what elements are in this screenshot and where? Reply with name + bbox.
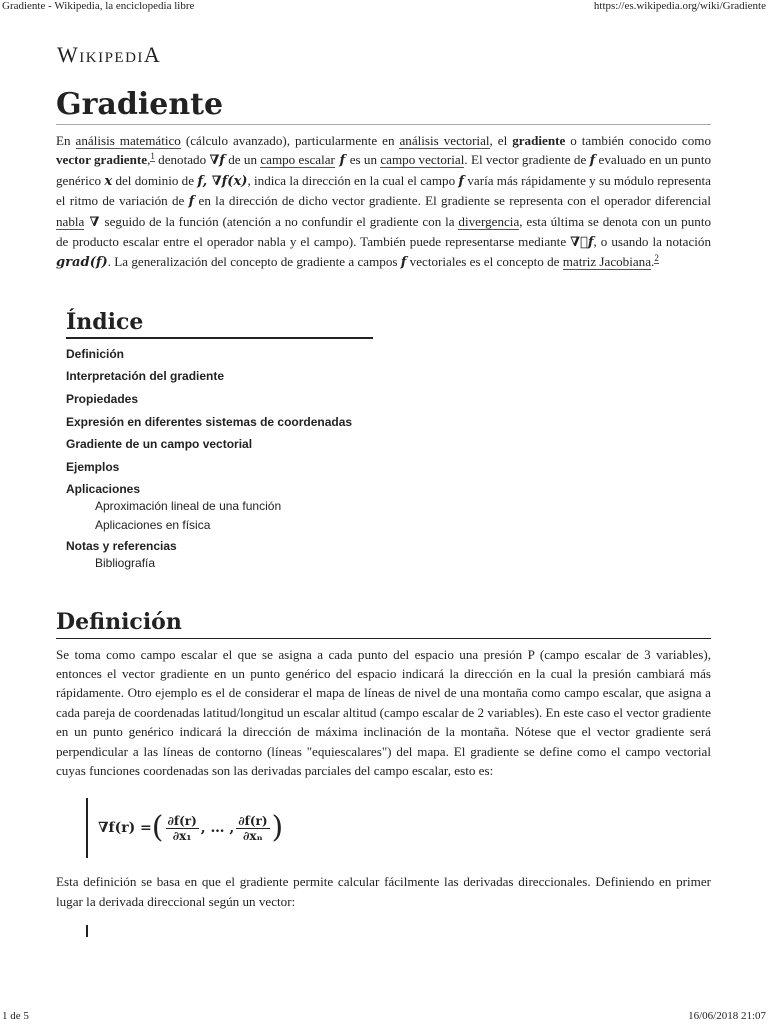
toc-item-aplicaciones[interactable]: Aplicaciones xyxy=(66,482,141,497)
print-page-title: Gradiente - Wikipedia, la enciclopedia libre xyxy=(2,0,195,12)
link-divergencia[interactable]: divergencia xyxy=(458,213,520,229)
link-analisis-matematico[interactable]: análisis matemático xyxy=(75,133,181,148)
formula-fraction-1 xyxy=(166,814,199,843)
toc-item-gradiente-campo-vectorial[interactable]: Gradiente de un campo vectorial xyxy=(66,437,253,452)
toc-item-notas-referencias[interactable]: Notas y referencias xyxy=(66,539,177,553)
definicion-paragraph-2: Esta definición se basa en que el gradiente permite calcular fácilmente las derivadas direccionales. Definiendo en primer lugar la derivada direccional según un vector: xyxy=(56,874,711,909)
formula-open-paren: ( xyxy=(151,810,164,846)
page-title: Gradiente xyxy=(56,88,711,125)
formula-fraction-2 xyxy=(236,814,269,843)
link-campo-escalar[interactable]: campo escalar xyxy=(260,152,335,168)
formula-num-1: ∂f(r) xyxy=(167,813,197,828)
intro-paragraph: En análisis matemático (cálculo avanzado), particularmente en análisis vectorial, el gradiente o también conocido como vector gradiente,$^1$ denotado ∇f de un campo escalar f es un campo vectorial. El vector gradiente de f evaluado en un punto genérico x del dominio de f, ∇f(x), indica la dirección en la cual el campo f varía más rápidamente y su módulo representa el ritmo de variación de f en la dirección de dicho vector gradiente. El gradiente se representa con el operador diferencial nabla ∇ seguido de la función (atención a no confundir el gradiente con la divergencia, esta última se denota con un punto de producto escalar entre el operador nabla y el campo). También puede representarse mediante ∇⃗f, o usando la notación grad(f). La generalización del concepto de gradiente a campos f vectoriales es el concepto de matriz Jacobiana.$^2$ xyxy=(56,133,712,271)
print-datetime: 16/06/2018 21:07 xyxy=(688,1010,766,1022)
formula-den-1: ∂x₁ xyxy=(172,828,192,843)
toc-item-interpretacion[interactable]: Interpretación del gradiente xyxy=(66,369,225,384)
formula-num-2: ∂f(r) xyxy=(238,813,268,828)
toc-subitem-bibliografia[interactable]: Bibliografía xyxy=(95,555,156,570)
toc-item-definicion[interactable]: Definición xyxy=(66,346,125,361)
table-of-contents xyxy=(66,309,373,573)
article xyxy=(56,44,711,937)
toc-item-expresion[interactable]: Expresión en diferentes sistemas de coordenadas xyxy=(66,414,353,429)
definicion-paragraph-1: Se toma como campo escalar el que se asigna a cada punto del espacio una presión P (campo escalar de 3 variables), entonces el vector gradiente en un punto genérico del espacio indicará la dirección en la cual la presión cambiará más rápidamente. Otro ejemplo es el de considerar el mapa de líneas de nivel de una montaña como campo escalar, que asigna a cada pareja de coordenadas latitud/longitud un escalar altitud (campo escalar de 2 variables). En este caso el vector gradiente en un punto genérico indicará la dirección de máxima inclinación de la montaña. Nótese que el vector gradiente será perpendicular a las líneas de contorno (líneas "equiescalares") del mapa. El gradiente se define como el campo vectorial cuyas funciones coordenadas son las derivadas parciales del campo escalar, esto es: xyxy=(56,646,711,779)
ref-2[interactable]: 2 xyxy=(654,253,659,264)
formula-ellipsis: , … , xyxy=(200,820,235,837)
section-heading-definicion: Definición xyxy=(56,609,711,639)
print-page-number: 1 de 5 xyxy=(2,1010,29,1022)
next-formula-bar xyxy=(86,925,711,937)
toc-subitem-aplicaciones-fisica[interactable]: Aplicaciones en física xyxy=(95,518,211,532)
print-footer xyxy=(0,1008,768,1024)
toc-title: Índice xyxy=(66,309,373,339)
link-analisis-vectorial[interactable]: análisis vectorial xyxy=(399,133,490,148)
ref-1[interactable]: 1 xyxy=(150,151,155,162)
toc-item-propiedades[interactable]: Propiedades xyxy=(66,392,139,407)
print-header xyxy=(0,0,768,14)
formula-den-2: ∂xₙ xyxy=(242,828,263,843)
link-matriz-jacobiana[interactable]: matriz Jacobiana xyxy=(562,254,652,270)
link-campo-vectorial[interactable]: campo vectorial xyxy=(380,152,465,168)
gradient-formula xyxy=(86,798,711,858)
formula-lhs: ∇f(r) = xyxy=(98,820,152,837)
toc-subitem-aproximacion-lineal[interactable]: Aproximación lineal de una función xyxy=(95,499,282,513)
link-nabla[interactable]: nabla xyxy=(56,213,85,229)
toc-item-ejemplos[interactable]: Ejemplos xyxy=(66,459,120,474)
wikipedia-wordmark[interactable]: WikipediA xyxy=(57,42,162,67)
print-url[interactable]: https://es.wikipedia.org/wiki/Gradiente xyxy=(593,0,766,12)
formula-close-paren: ) xyxy=(271,810,284,846)
